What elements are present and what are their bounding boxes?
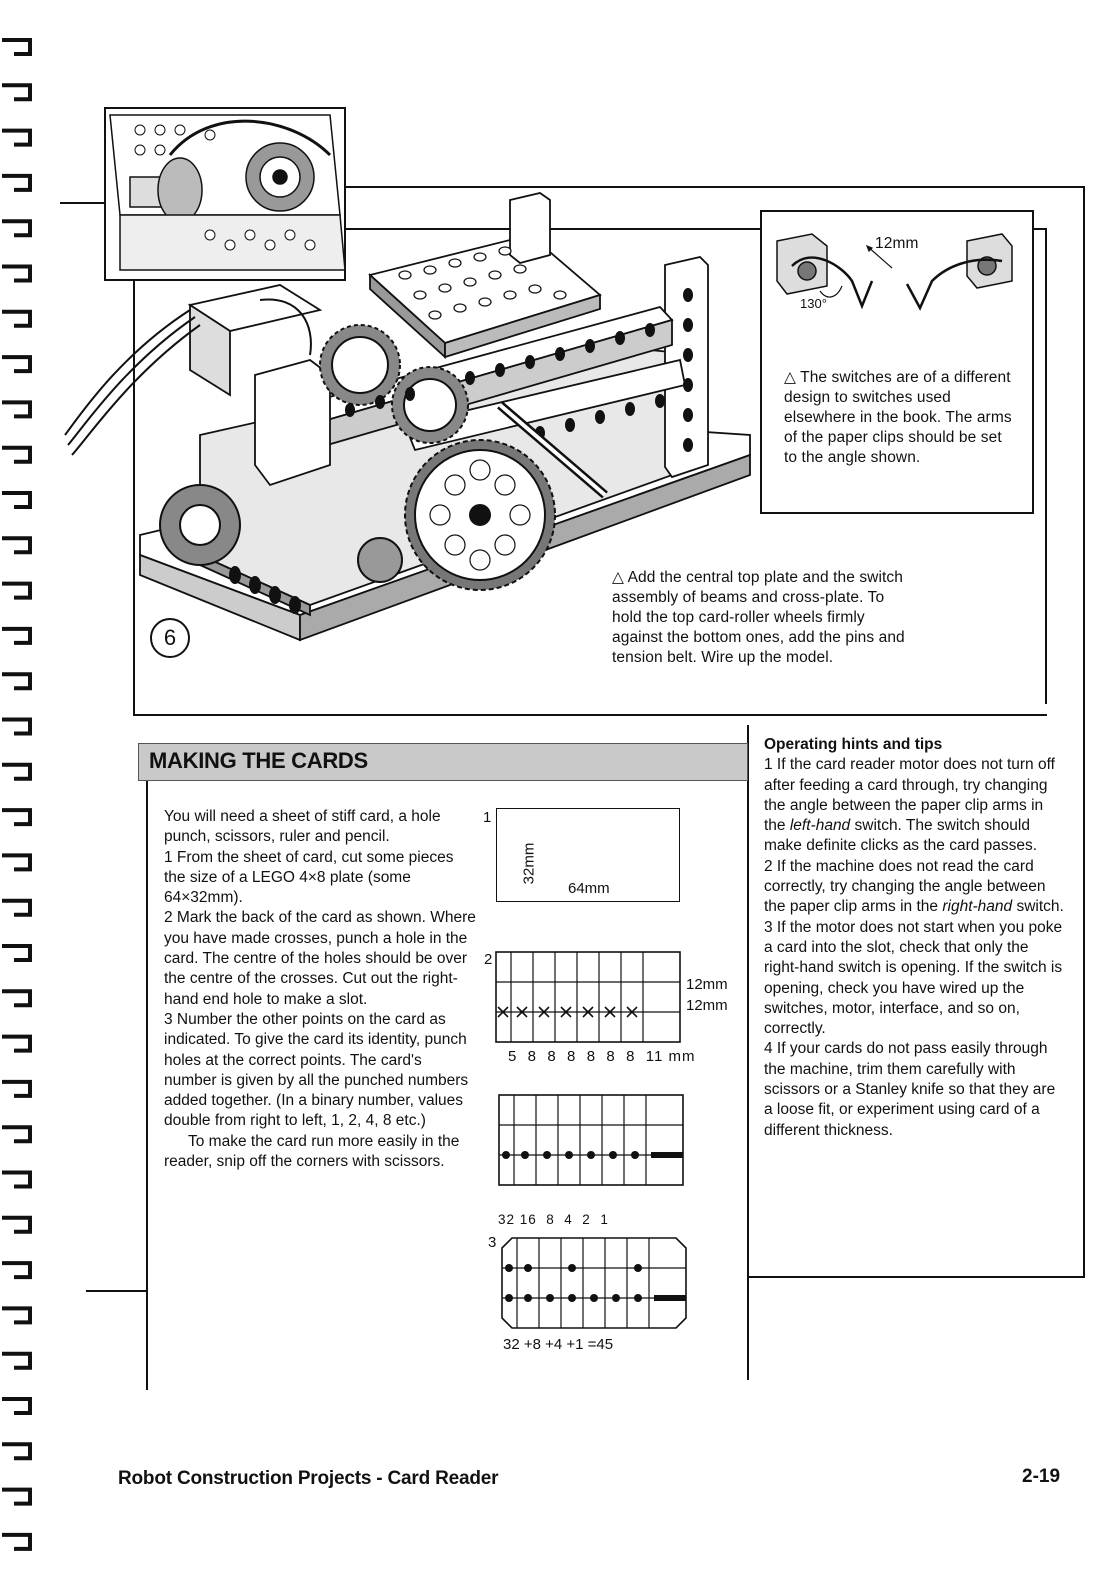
card-diagram-1-number: 1 (483, 809, 492, 826)
hints-title: Operating hints and tips (764, 736, 943, 753)
frame-right-line (1083, 186, 1085, 1276)
card-width-label: 64mm (568, 880, 610, 897)
switch-detail-box (760, 210, 1034, 514)
making-cards-header (138, 743, 748, 781)
operating-hints (764, 735, 1064, 1141)
frame-figure-bottom-line (133, 714, 1047, 716)
making-cards-heading: MAKING THE CARDS (149, 748, 368, 773)
card-diagram-2-grid (494, 950, 686, 1046)
making-cards-step-1: 1 From the sheet of card, cut some pieces the size of a LEGO 4×8 plate (some 64×32mm). (164, 848, 454, 907)
frame-inner-right-line (1045, 228, 1047, 704)
column-spacing-label: 5 8 8 8 8 8 8 11 mm (508, 1048, 696, 1065)
page-number: 2-19 (1022, 1466, 1061, 1487)
card-diagram-2-number: 2 (484, 951, 493, 968)
making-cards-tip: To make the card run more easily in the reader, snip off the corners with scissors. (164, 1132, 460, 1171)
binary-values-label: 32 16 8 4 2 1 (498, 1212, 609, 1227)
frame-bottom-left-line (86, 1290, 146, 1292)
row-height-label-2: 12mm (686, 997, 728, 1014)
frame-cards-left-line (146, 780, 148, 1390)
making-cards-step-2: 2 Mark the back of the card as shown. Where you have made crosses, punch a hole in the card. The centre of the holes should be over the centre of the crosses. Cut out the right-hand end hole to make a slot. (164, 909, 476, 1008)
switch-angle-label: 130° (800, 296, 827, 311)
switch-dimension-label: 12mm (875, 235, 919, 252)
step-number-badge: 6 (150, 618, 190, 658)
frame-cards-divider (747, 725, 749, 1380)
card-height-label: 32mm (520, 842, 538, 885)
making-cards-step-3: 3 Number the other points on the card as indicated. To give the card its identity, punch holes at the correct points. The card's number is given by all the punched numbers added together. (In a binary number, values double from right to left, 1, 2, 4, 8 etc.) (164, 1010, 469, 1130)
switch-detail-caption: △ The switches are of a different design to switches used elsewhere in the book. The arms of the paper clips should be set to the angle shown. (784, 369, 1012, 466)
hint-4: 4 If your cards do not pass easily through the machine, trim them carefully with scissors or a Stanley knife so that they are a loose fit, or experiment using card of a different thickness. (764, 1040, 1056, 1139)
card-diagram-4-grid (500, 1236, 692, 1332)
card-sum-label: 32 +8 +4 +1 =45 (503, 1336, 614, 1353)
hint-3: 3 If the motor does not start when you poke a card into the slot, check that only the right-hand switch is opening. If the switch is opening, check you have wired up the switches, motor, interface, and so on, correctly. (764, 918, 1063, 1038)
card-diagram-3-grid (497, 1093, 689, 1189)
frame-bottom-right-line (749, 1276, 1085, 1278)
footer-title: Robot Construction Projects - Card Reader (118, 1468, 499, 1489)
hint-2: 2 If the machine does not read the card correctly, try changing the angle between the paper clip arms in the right-hand switch. (764, 857, 1064, 916)
figure-caption: △ Add the central top plate and the switch assembly of beams and cross-plate. To hold the top card-roller wheels firmly against the bottom ones, add the pins and tension belt. Wire up the model. (612, 569, 905, 666)
card-diagram-4-number: 3 (488, 1234, 497, 1251)
hint-1: 1 If the card reader motor does not turn off after feeding a card through, try changing the angle between the paper clip arms in the left-hand switch. The switch should make definite clicks as the card passes. (764, 756, 1055, 855)
spiral-binding (0, 30, 40, 1570)
row-height-label-1: 12mm (686, 976, 728, 993)
making-cards-intro: You will need a sheet of stiff card, a hole punch, scissors, ruler and pencil. (164, 808, 441, 846)
making-cards-instructions (164, 807, 476, 1172)
